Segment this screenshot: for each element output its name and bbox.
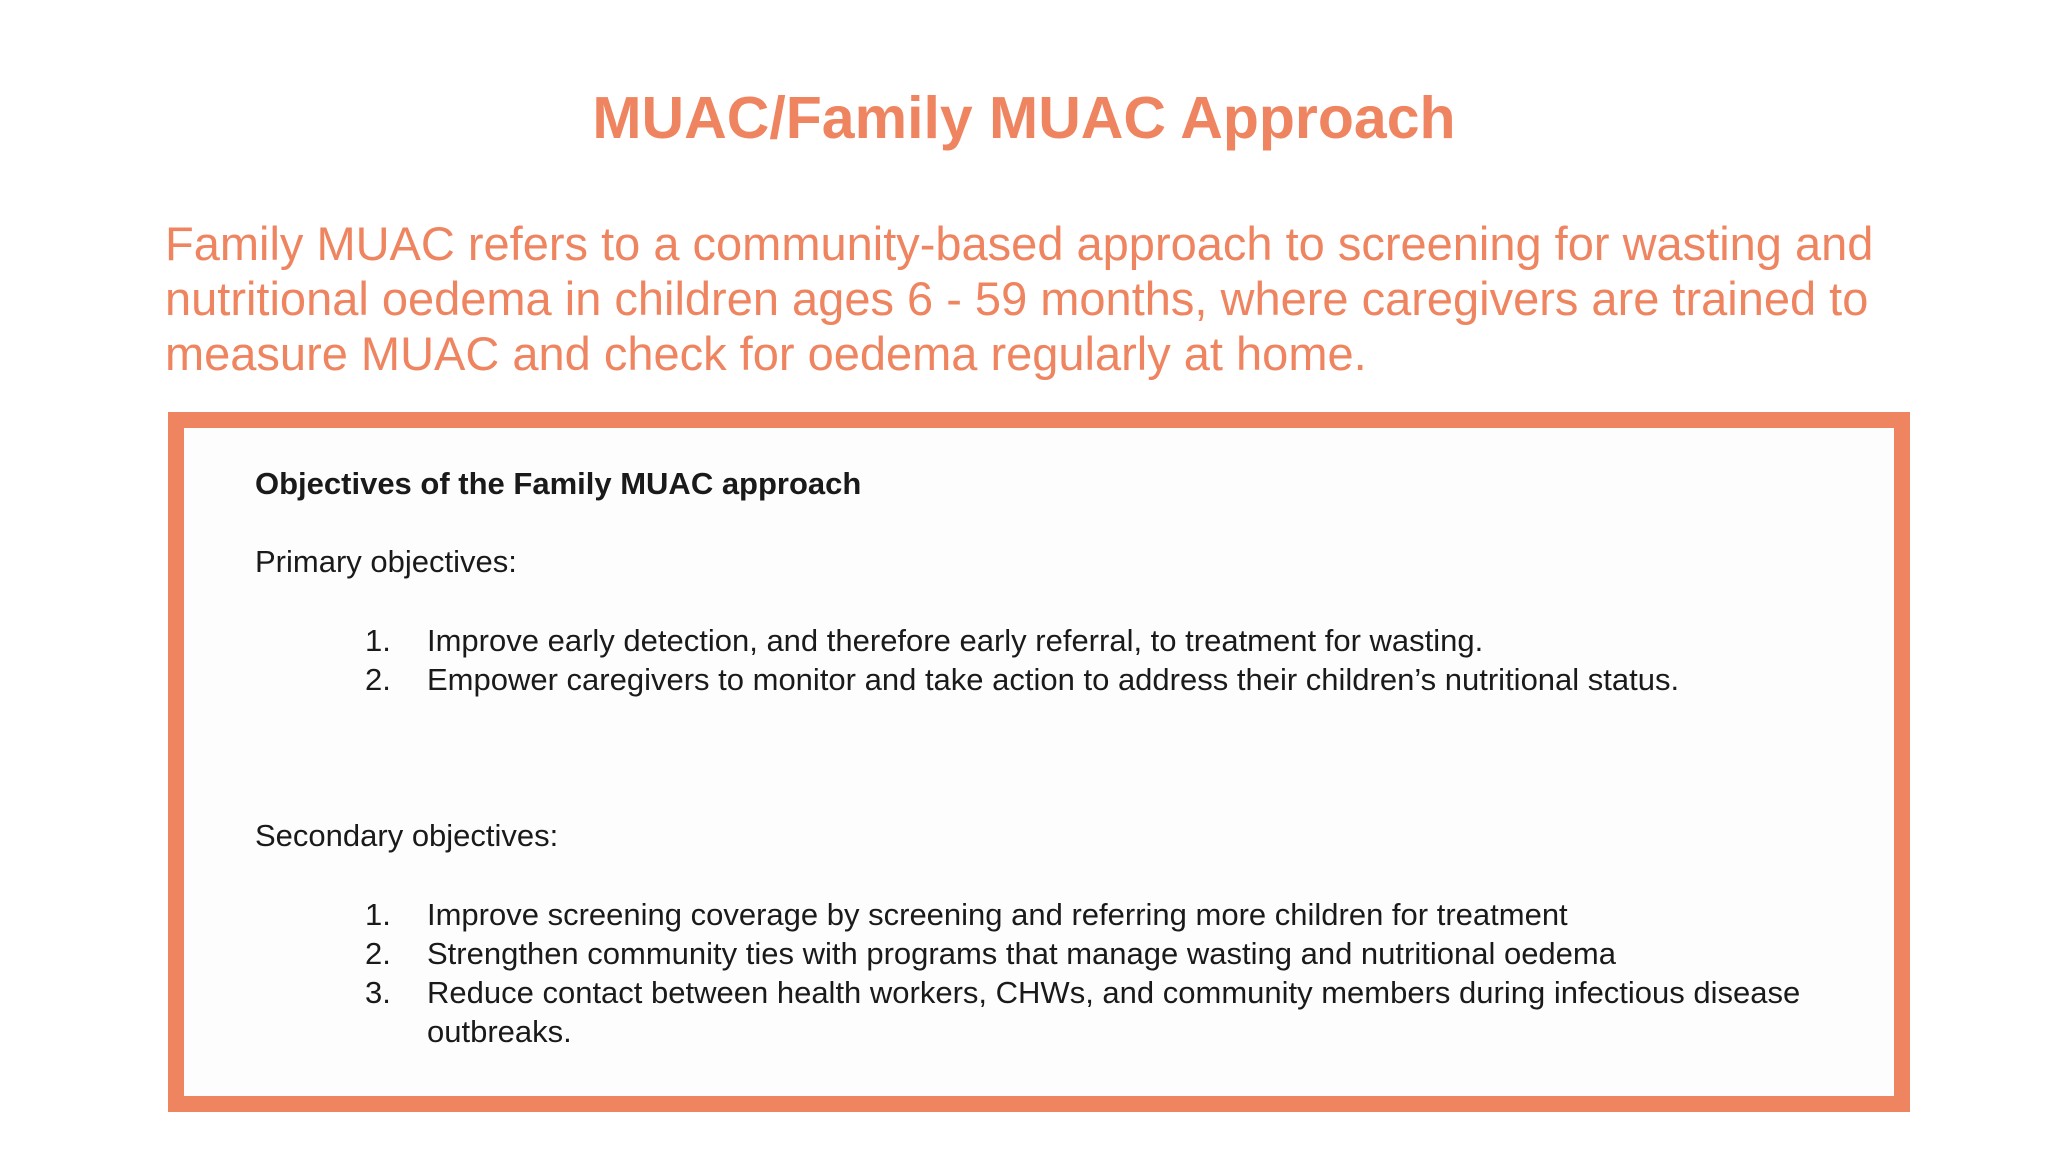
list-item	[365, 973, 1855, 1051]
secondary-objectives-label: Secondary objectives:	[255, 818, 559, 853]
list-item	[365, 660, 1855, 699]
list-item-number: 2.	[365, 662, 391, 697]
document-heading: Objectives of the Family MUAC approach	[255, 466, 862, 501]
primary-objectives-list	[365, 621, 1855, 699]
list-item-text: Strengthen community ties with programs that manage wasting and nutritional oedema	[427, 936, 1616, 971]
list-item	[365, 621, 1855, 660]
slide-title: MUAC/Family MUAC Approach	[592, 85, 1456, 151]
list-item-number: 1.	[365, 623, 391, 658]
list-item	[365, 934, 1855, 973]
secondary-objectives-list	[365, 895, 1855, 1051]
list-item-text: Improve early detection, and therefore early referral, to treatment for wasting.	[427, 623, 1484, 658]
list-item-number: 3.	[365, 975, 391, 1010]
list-item	[365, 895, 1855, 934]
list-item-text: Empower caregivers to monitor and take action to address their children’s nutritional status.	[427, 662, 1680, 697]
primary-objectives-label: Primary objectives:	[255, 544, 517, 579]
list-item-number: 1.	[365, 897, 391, 932]
list-item-number: 2.	[365, 936, 391, 971]
intro-paragraph: Family MUAC refers to a community-based approach to screening for wasting and nutritional oedema in children ages 6 - 59 months, where caregivers are trained to measure MUAC and check for oedema regularly at home.	[165, 217, 1874, 380]
list-item-text: Reduce contact between health workers, CHWs, and community members during infectious disease outbreaks.	[427, 975, 1801, 1049]
list-item-text: Improve screening coverage by screening and referring more children for treatment	[427, 897, 1568, 932]
